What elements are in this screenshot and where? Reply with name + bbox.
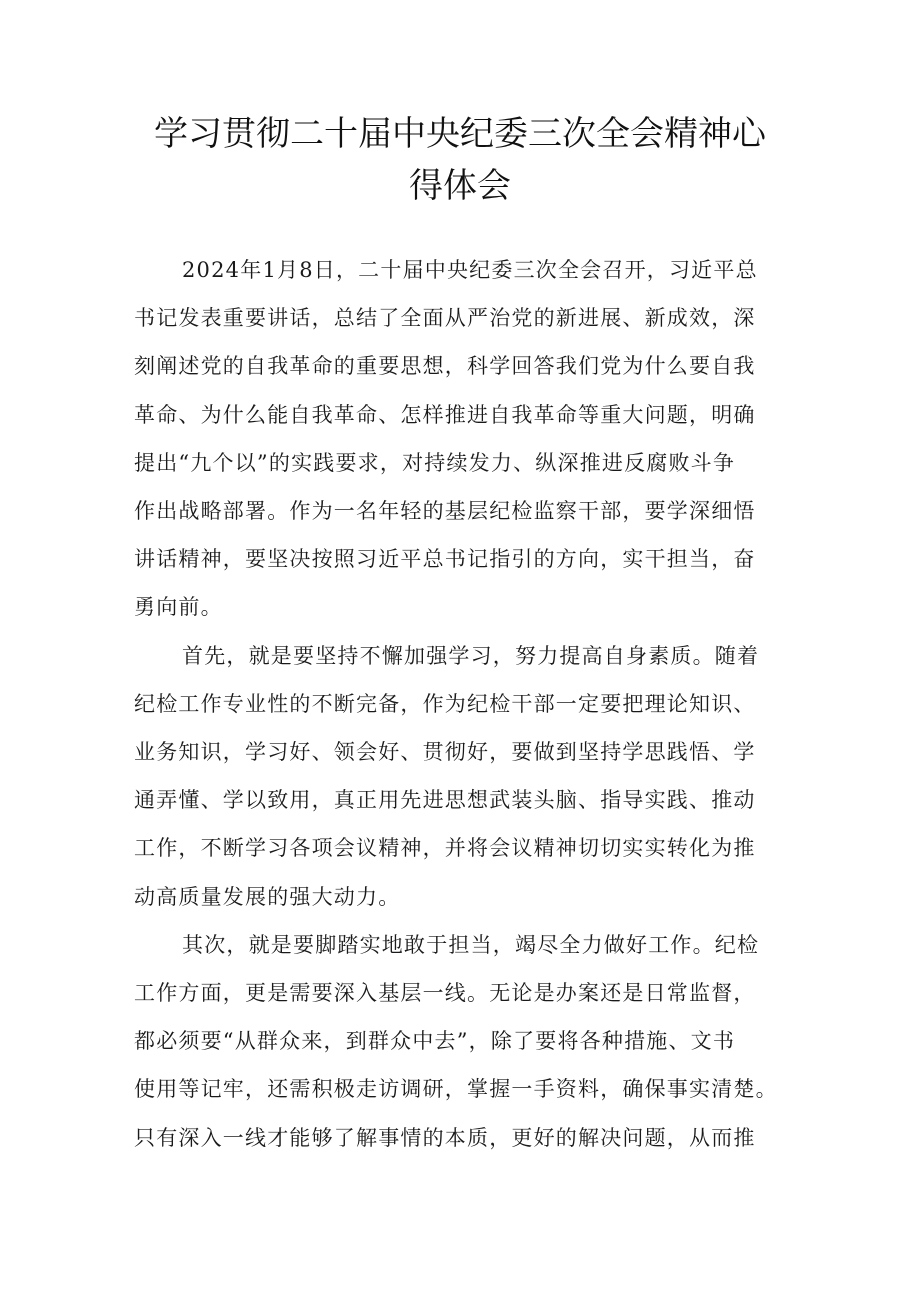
paragraph-line: 使用等记牢，还需积极走访调研，掌握一手资料，确保事实清楚。 [134, 1077, 778, 1102]
paragraph-3 [134, 921, 794, 1162]
paragraph-line: 刻阐述党的自我革命的重要思想，科学回答我们党为什么要自我 [134, 354, 756, 379]
paragraph-line: 其次，就是要脚踏实地敢于担当，竭尽全力做好工作。纪检 [182, 932, 760, 957]
title-line: 得体会 [409, 166, 511, 206]
paragraph-line: 工作，不断学习各项会议精神，并将会议精神切切实实转化为推 [134, 836, 756, 861]
paragraph-line: 讲话精神，要坚决按照习近平总书记指引的方向，实干担当，奋 [134, 547, 756, 572]
paragraph-line: 首先，就是要坚持不懈加强学习，努力提高自身素质。随着 [182, 643, 760, 668]
paragraph-line: 提出“九个以”的实践要求，对持续发力、纵深推进反腐败斗争 [134, 450, 736, 475]
paragraph-line: 勇向前。 [134, 595, 223, 620]
paragraph-2 [134, 632, 794, 921]
paragraph-line: 书记发表重要讲话，总结了全面从严治党的新进展、新成效，深 [134, 306, 756, 331]
paragraph-line: 动高质量发展的强大动力。 [134, 884, 401, 909]
paragraph-1 [134, 246, 794, 632]
paragraph-line: 作出战略部署。作为一名年轻的基层纪检监察干部，要学深细悟 [134, 499, 756, 524]
paragraph-line: 2024年1月8日，二十届中央纪委三次全会召开，习近平总 [182, 258, 758, 282]
paragraph-line: 业务知识，学习好、领会好、贯彻好，要做到坚持学思践悟、学 [134, 740, 756, 765]
document-body [134, 246, 794, 1162]
paragraph-line: 都必须要“从群众来，到群众中去”，除了要将各种措施、文书 [134, 1029, 736, 1054]
paragraph-line: 工作方面，更是需要深入基层一线。无论是办案还是日常监督， [134, 981, 756, 1006]
title-line: 学习贯彻二十届中央纪委三次全会精神心 [154, 114, 766, 154]
paragraph-line: 革命、为什么能自我革命、怎样推进自我革命等重大问题，明确 [134, 402, 756, 427]
paragraph-line: 纪检工作专业性的不断完备，作为纪检干部一定要把理论知识、 [134, 691, 756, 716]
paragraph-line: 通弄懂、学以致用，真正用先进思想武装头脑、指导实践、推动 [134, 788, 756, 813]
paragraph-line: 只有深入一线才能够了解事情的本质，更好的解决问题，从而推 [134, 1125, 756, 1150]
document-title [150, 108, 770, 212]
